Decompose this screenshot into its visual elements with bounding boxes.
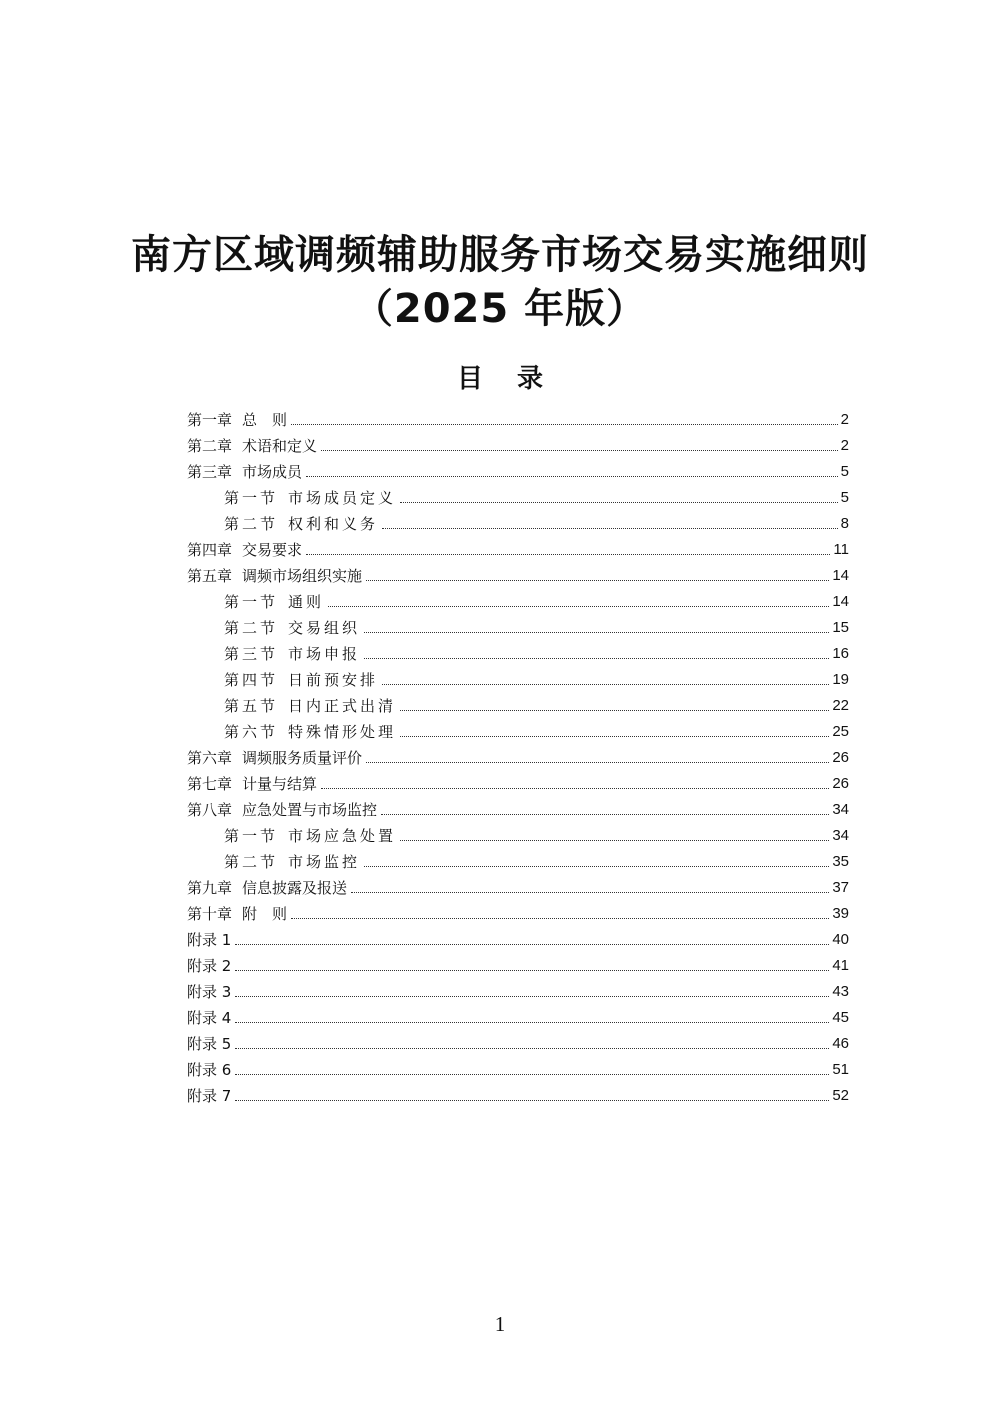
toc-dot-leader	[306, 476, 838, 477]
toc-entry-page: 25	[832, 723, 849, 740]
toc-entry-label	[187, 774, 317, 794]
document-edition: （2025 年版）	[352, 286, 648, 332]
toc-entry-number: 第三节	[224, 645, 279, 663]
toc-entry-label	[187, 930, 231, 950]
toc-entry-chapter[interactable]	[187, 742, 849, 768]
toc-entry-label	[187, 410, 287, 430]
toc-entry-title: 市场应急处置	[288, 827, 397, 845]
toc-entry-section[interactable]	[187, 586, 849, 612]
toc-dot-leader	[366, 762, 829, 763]
toc-entry-label	[187, 436, 317, 456]
toc-entry-chapter[interactable]	[187, 404, 849, 430]
toc-entry-title: 附录 1	[187, 931, 232, 949]
toc-entry-page: 15	[832, 619, 849, 636]
toc-entry-page: 37	[832, 879, 849, 896]
toc-entry-title: 术语和定义	[242, 437, 318, 455]
toc-entry-label	[187, 1008, 231, 1028]
toc-entry-number: 第四节	[224, 671, 279, 689]
toc-entry-number: 第一节	[224, 489, 279, 507]
toc-entry-title: 市场成员定义	[288, 489, 397, 507]
toc-entry-number: 第二节	[224, 515, 279, 533]
toc-entry-number: 第三章	[187, 463, 233, 481]
toc-entry-page: 26	[832, 749, 849, 766]
toc-entry-title: 计量与结算	[242, 775, 318, 793]
toc-entry-label	[187, 982, 231, 1002]
toc-entry-title: 附录 5	[187, 1035, 232, 1053]
toc-dot-leader	[381, 814, 829, 815]
toc-entry-section[interactable]	[187, 612, 849, 638]
toc-entry-number: 第九章	[187, 879, 233, 897]
toc-entry-page: 19	[832, 671, 849, 688]
toc-entry-chapter[interactable]	[187, 430, 849, 456]
toc-dot-leader	[400, 736, 829, 737]
toc-entry-title: 附录 6	[187, 1061, 232, 1079]
toc-entry-appendix[interactable]	[187, 1054, 849, 1080]
toc-entry-page: 14	[832, 567, 849, 584]
toc-entry-label	[187, 462, 302, 482]
toc-entry-section[interactable]	[187, 690, 849, 716]
toc-entry-number: 第一节	[224, 593, 279, 611]
toc-entry-page: 40	[832, 931, 849, 948]
toc-entry-page: 11	[833, 541, 849, 558]
toc-entry-chapter[interactable]	[187, 794, 849, 820]
page-number: 1	[494, 1312, 506, 1336]
toc-entry-page: 46	[832, 1035, 849, 1052]
toc-entry-title: 交易要求	[242, 541, 303, 559]
toc-entry-number: 第六节	[224, 723, 279, 741]
toc-entry-section[interactable]	[187, 820, 849, 846]
toc-entry-page: 35	[832, 853, 849, 870]
toc-entry-title: 特殊情形处理	[288, 723, 397, 741]
document-title: 南方区域调频辅助服务市场交易实施细则	[131, 232, 869, 278]
toc-entry-page: 43	[832, 983, 849, 1000]
toc-entry-page: 26	[832, 775, 849, 792]
toc-dot-leader	[364, 866, 829, 867]
toc-entry-section[interactable]	[187, 664, 849, 690]
toc-entry-appendix[interactable]	[187, 1080, 849, 1106]
toc-entry-label	[224, 592, 324, 612]
toc-entry-label	[224, 670, 378, 690]
toc-entry-title: 市场申报	[288, 645, 361, 663]
toc-dot-leader	[306, 554, 830, 555]
toc-entry-label	[224, 852, 360, 872]
toc-dot-leader	[328, 606, 829, 607]
toc-entry-number: 第一节	[224, 827, 279, 845]
toc-entry-page: 5	[840, 489, 849, 506]
toc-entry-appendix[interactable]	[187, 1028, 849, 1054]
toc-dot-leader	[382, 684, 829, 685]
toc-entry-number: 第四章	[187, 541, 233, 559]
toc-entry-title: 附录 2	[187, 957, 232, 975]
toc-entry-page: 45	[832, 1009, 849, 1026]
toc-entry-page: 16	[832, 645, 849, 662]
toc-entry-label	[187, 748, 362, 768]
toc-entry-page: 2	[840, 411, 849, 428]
toc-entry-title: 附录 7	[187, 1087, 232, 1105]
toc-entry-label	[187, 1034, 231, 1054]
toc-entry-title: 日前预安排	[288, 671, 379, 689]
toc-entry-label	[187, 956, 231, 976]
toc-entry-section[interactable]	[187, 846, 849, 872]
toc-entry-number: 第二章	[187, 437, 233, 455]
toc-dot-leader	[366, 580, 829, 581]
toc-entry-number: 第八章	[187, 801, 233, 819]
toc-entry-number: 第二节	[224, 619, 279, 637]
toc-entry-page: 5	[840, 463, 849, 480]
toc-entry-number: 第六章	[187, 749, 233, 767]
toc-entry-label	[224, 644, 360, 664]
toc-entry-section[interactable]	[187, 638, 849, 664]
toc-entry-number: 第二节	[224, 853, 279, 871]
toc-entry-label	[224, 618, 360, 638]
toc-entry-title: 交易组织	[288, 619, 361, 637]
toc-entry-page: 2	[840, 437, 849, 454]
toc-entry-label	[224, 488, 396, 508]
toc-dot-leader	[364, 632, 829, 633]
toc-dot-leader	[382, 528, 838, 529]
toc-entry-label	[224, 514, 378, 534]
toc-dot-leader	[235, 1100, 829, 1101]
toc-dot-leader	[321, 450, 838, 451]
toc-entry-label	[187, 1086, 231, 1106]
toc-entry-label	[187, 540, 302, 560]
toc-entry-chapter[interactable]	[187, 872, 849, 898]
toc-heading: 目录	[456, 364, 577, 394]
toc-entry-page: 41	[832, 957, 849, 974]
toc-entry-appendix[interactable]	[187, 924, 849, 950]
toc-entry-page: 34	[832, 801, 849, 818]
toc-entry-section[interactable]	[187, 716, 849, 742]
table-of-contents	[187, 404, 849, 1106]
toc-dot-leader	[400, 502, 838, 503]
toc-entry-page: 8	[840, 515, 849, 532]
toc-dot-leader	[291, 424, 838, 425]
toc-entry-chapter[interactable]	[187, 768, 849, 794]
toc-entry-label	[224, 826, 396, 846]
toc-entry-section[interactable]	[187, 508, 849, 534]
toc-entry-title: 信息披露及报送	[242, 879, 348, 897]
toc-entry-page: 14	[832, 593, 849, 610]
toc-entry-label	[187, 1060, 231, 1080]
toc-dot-leader	[400, 840, 829, 841]
toc-entry-number: 第十章	[187, 905, 233, 923]
toc-entry-title: 应急处置与市场监控	[242, 801, 378, 819]
toc-entry-page: 22	[832, 697, 849, 714]
toc-dot-leader	[235, 944, 829, 945]
toc-entry-appendix[interactable]	[187, 1002, 849, 1028]
toc-entry-section[interactable]	[187, 482, 849, 508]
toc-entry-title: 附录 3	[187, 983, 232, 1001]
toc-entry-title: 权利和义务	[288, 515, 379, 533]
toc-entry-title: 总 则	[242, 411, 288, 429]
toc-entry-label	[187, 800, 377, 820]
toc-entry-chapter[interactable]	[187, 456, 849, 482]
toc-entry-label	[187, 878, 347, 898]
toc-entry-appendix[interactable]	[187, 976, 849, 1002]
toc-dot-leader	[351, 892, 829, 893]
toc-entry-page: 34	[832, 827, 849, 844]
toc-entry-number: 第七章	[187, 775, 233, 793]
toc-entry-label	[187, 566, 362, 586]
toc-entry-title: 调频市场组织实施	[242, 567, 363, 585]
toc-entry-number: 第五节	[224, 697, 279, 715]
toc-dot-leader	[235, 1022, 829, 1023]
toc-dot-leader	[321, 788, 829, 789]
toc-entry-label	[224, 696, 396, 716]
toc-entry-title: 市场监控	[288, 853, 361, 871]
toc-entry-page: 52	[832, 1087, 849, 1104]
toc-entry-chapter[interactable]	[187, 898, 849, 924]
toc-dot-leader	[235, 970, 829, 971]
toc-dot-leader	[364, 658, 829, 659]
toc-entry-title: 市场成员	[242, 463, 303, 481]
toc-entry-label	[224, 722, 396, 742]
toc-entry-title: 附 则	[242, 905, 288, 923]
toc-entry-appendix[interactable]	[187, 950, 849, 976]
toc-entry-chapter[interactable]	[187, 534, 849, 560]
toc-entry-label	[187, 904, 287, 924]
toc-entry-page: 39	[832, 905, 849, 922]
toc-entry-number: 第一章	[187, 411, 233, 429]
toc-entry-chapter[interactable]	[187, 560, 849, 586]
toc-dot-leader	[235, 1048, 829, 1049]
toc-entry-title: 附录 4	[187, 1009, 232, 1027]
toc-entry-title: 调频服务质量评价	[242, 749, 363, 767]
toc-entry-title: 通则	[288, 593, 325, 611]
toc-dot-leader	[235, 996, 829, 997]
toc-dot-leader	[400, 710, 829, 711]
toc-entry-page: 51	[832, 1061, 849, 1078]
toc-dot-leader	[235, 1074, 829, 1075]
toc-dot-leader	[291, 918, 829, 919]
toc-entry-number: 第五章	[187, 567, 233, 585]
toc-entry-title: 日内正式出清	[288, 697, 397, 715]
